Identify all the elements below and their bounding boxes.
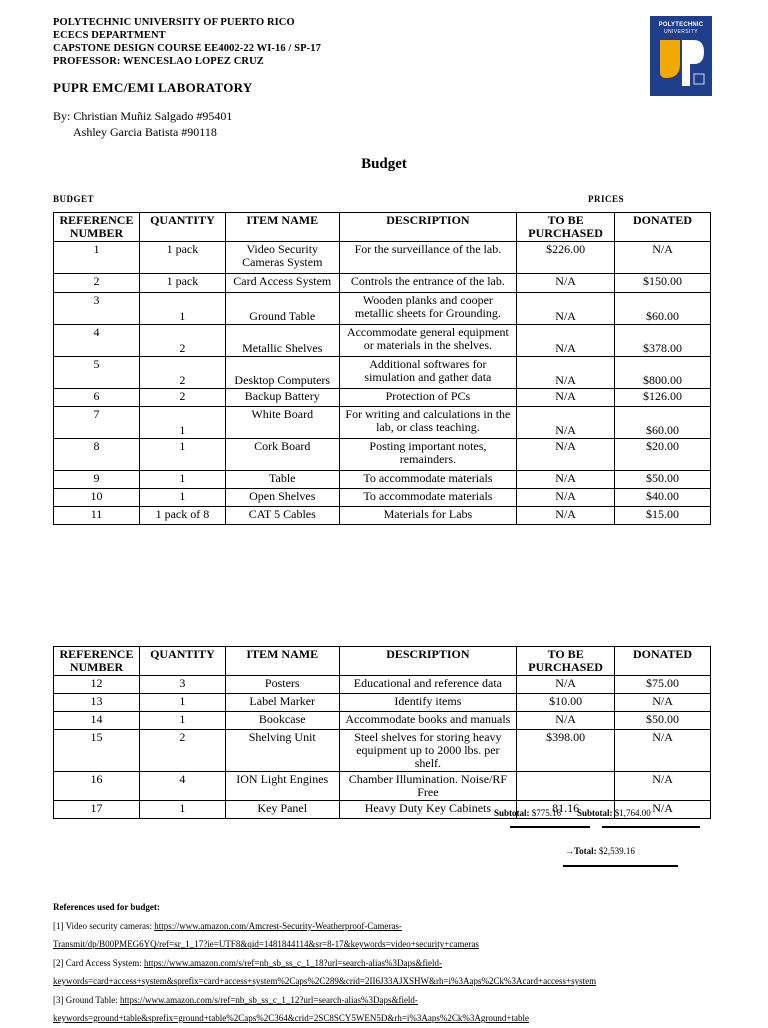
- cell-desc: Accommodate general equipment or materials in the shelves.: [339, 325, 517, 357]
- logo-text-line1: POLYTECHNIC: [658, 22, 704, 28]
- cell-donated: $15.00: [615, 507, 711, 525]
- cell-qty: 1: [139, 694, 225, 712]
- university-name: POLYTECHNIC UNIVERSITY OF PUERTO RICO: [53, 17, 295, 28]
- cell-buy: N/A: [517, 407, 615, 439]
- cell-buy: N/A: [517, 389, 615, 407]
- header-reference-number: REFERENCE NUMBER: [54, 647, 140, 676]
- logo-text-line2: UNIVERSITY: [663, 29, 698, 35]
- cell-donated: $40.00: [615, 489, 711, 507]
- cell-ref: 14: [54, 712, 140, 730]
- cell-item: Desktop Computers: [225, 357, 339, 389]
- reference-link[interactable]: https://www.amazon.com/s/ref=nb_sb_ss_c_1_18?url=search-alias%3Daps&field-: [143, 957, 442, 968]
- cell-buy: [517, 772, 615, 801]
- total-value: $2,539.16: [598, 846, 635, 856]
- prices-label: PRICES: [588, 194, 625, 204]
- subtotal-label: Subtotal:: [577, 808, 613, 818]
- header-item-name: ITEM NAME: [225, 213, 339, 242]
- cell-desc: For writing and calculations in the lab, or class teaching.: [339, 407, 517, 439]
- cell-donated: N/A: [615, 242, 711, 274]
- cell-item: ION Light Engines: [225, 772, 339, 801]
- subtotal-donated: [577, 808, 651, 818]
- cell-ref: 1: [54, 242, 140, 274]
- cell-ref: 10: [54, 489, 140, 507]
- table-row: [54, 489, 711, 507]
- cell-item: Posters: [225, 676, 339, 694]
- table-row: [54, 676, 711, 694]
- cell-donated: $50.00: [615, 471, 711, 489]
- page-title: Budget: [361, 156, 407, 172]
- reference-3-cont: [53, 1009, 733, 1028]
- cell-desc: Controls the entrance of the lab.: [339, 274, 517, 293]
- cell-donated: $126.00: [615, 389, 711, 407]
- cell-item: Key Panel: [225, 801, 339, 819]
- cell-desc: Materials for Labs: [339, 507, 517, 525]
- cell-ref: 13: [54, 694, 140, 712]
- cell-ref: 16: [54, 772, 140, 801]
- cell-item: Table: [225, 471, 339, 489]
- cell-desc: Posting important notes, remainders.: [339, 439, 517, 471]
- cell-donated: $75.00: [615, 676, 711, 694]
- header-donated: DONATED: [615, 213, 711, 242]
- cell-donated: N/A: [615, 730, 711, 772]
- total-label: Total:: [574, 846, 597, 856]
- header-quantity: QUANTITY: [139, 213, 225, 242]
- subtotal-underline: [510, 826, 590, 828]
- cell-item: Metallic Shelves: [225, 325, 339, 357]
- reference-label: [3] Ground Table:: [53, 994, 118, 1005]
- total: [565, 846, 635, 856]
- cell-item: Video Security Cameras System: [225, 242, 339, 274]
- table-row: [54, 242, 711, 274]
- subtotal-purchased: [494, 808, 561, 818]
- cell-buy: N/A: [517, 676, 615, 694]
- lab-title: PUPR EMC/EMI LABORATORY: [53, 80, 253, 95]
- cell-qty: 3: [139, 676, 225, 694]
- cell-donated: $60.00: [615, 293, 711, 325]
- cell-item: Cork Board: [225, 439, 339, 471]
- table-row: [54, 274, 711, 293]
- reference-link[interactable]: https://www.amazon.com/Amcrest-Security-Weatherproof-Cameras-: [154, 920, 402, 931]
- cell-qty: 1: [139, 712, 225, 730]
- arrow-right-icon: →: [565, 846, 574, 856]
- reference-2-cont: [53, 972, 733, 991]
- cell-donated: $50.00: [615, 712, 711, 730]
- table-row: [54, 712, 711, 730]
- cell-ref: 5: [54, 357, 140, 389]
- table-row: [54, 407, 711, 439]
- cell-qty: 1 pack: [139, 274, 225, 293]
- cell-buy: 81.16: [517, 801, 615, 819]
- cell-item: Card Access System: [225, 274, 339, 293]
- cell-item: CAT 5 Cables: [225, 507, 339, 525]
- author-line-1: By: Christian Muñiz Salgado #95401: [53, 109, 233, 123]
- cell-qty: 4: [139, 772, 225, 801]
- cell-qty: 1 pack of 8: [139, 507, 225, 525]
- cell-item: White Board: [225, 407, 339, 439]
- cell-donated: $378.00: [615, 325, 711, 357]
- table-header-row: [54, 647, 711, 676]
- cell-buy: $226.00: [517, 242, 615, 274]
- cell-donated: $20.00: [615, 439, 711, 471]
- header-donated: DONATED: [615, 647, 711, 676]
- table-row: [54, 507, 711, 525]
- header-to-be-purchased: TO BE PURCHASED: [517, 213, 615, 242]
- cell-desc: Chamber Illumination. Noise/RF Free: [339, 772, 517, 801]
- cell-donated: $60.00: [615, 407, 711, 439]
- cell-buy: N/A: [517, 357, 615, 389]
- cell-desc: Protection of PCs: [339, 389, 517, 407]
- reference-link[interactable]: https://www.amazon.com/s/ref=nb_sb_ss_c_1_12?url=search-alias%3Daps&field-: [119, 994, 418, 1005]
- subtotal-underline: [602, 826, 700, 828]
- cell-buy: N/A: [517, 439, 615, 471]
- authors: [53, 108, 232, 140]
- reference-label: [1] Video security cameras:: [53, 920, 153, 931]
- subtotal-label: Subtotal:: [494, 808, 530, 818]
- cell-donated: N/A: [615, 801, 711, 819]
- reference-label: [2] Card Access System:: [53, 957, 142, 968]
- cell-qty: 2: [139, 389, 225, 407]
- header-item-name: ITEM NAME: [225, 647, 339, 676]
- reference-1: [53, 917, 733, 936]
- university-logo: [650, 16, 712, 96]
- cell-item: Bookcase: [225, 712, 339, 730]
- cell-ref: 4: [54, 325, 140, 357]
- cell-qty: 2: [139, 730, 225, 772]
- cell-desc: Heavy Duty Key Cabinets: [339, 801, 517, 819]
- budget-label: BUDGET: [53, 194, 95, 204]
- cell-donated: $150.00: [615, 274, 711, 293]
- cell-ref: 17: [54, 801, 140, 819]
- cell-item: Backup Battery: [225, 389, 339, 407]
- header-description: DESCRIPTION: [339, 647, 517, 676]
- cell-donated: $800.00: [615, 357, 711, 389]
- reference-link[interactable]: keywords=ground+table&sprefix=ground+table%2Caps%2C364&crid=2SC8SCY5WEN5D&rh=i%3Aaps%2Ck%3Aground+table: [53, 1013, 529, 1023]
- table-row: [54, 325, 711, 357]
- table-row: [54, 730, 711, 772]
- cell-qty: 1: [139, 801, 225, 819]
- cell-ref: 2: [54, 274, 140, 293]
- cell-qty: 2: [139, 357, 225, 389]
- header-quantity: QUANTITY: [139, 647, 225, 676]
- subtotal-donated-value: $1,764.00: [614, 808, 651, 818]
- professor-name: PROFESSOR: WENCESLAO LOPEZ CRUZ: [53, 56, 264, 67]
- department-name: ECECS DEPARTMENT: [53, 30, 166, 41]
- cell-desc: Educational and reference data: [339, 676, 517, 694]
- cell-desc: Steel shelves for storing heavy equipment up to 2000 lbs. per shelf.: [339, 730, 517, 772]
- table-row: [54, 389, 711, 407]
- cell-qty: 2: [139, 325, 225, 357]
- cell-donated: N/A: [615, 694, 711, 712]
- cell-buy: $10.00: [517, 694, 615, 712]
- cell-desc: Wooden planks and cooper metallic sheets for Grounding.: [339, 293, 517, 325]
- table-row: [54, 694, 711, 712]
- header-to-be-purchased: TO BE PURCHASED: [517, 647, 615, 676]
- author-line-2: Ashley Garcia Batista #90118: [73, 125, 217, 139]
- table-row: [54, 293, 711, 325]
- header-reference-number: REFERENCE NUMBER: [54, 213, 140, 242]
- table-row: [54, 439, 711, 471]
- references-heading: References used for budget:: [53, 902, 160, 912]
- cell-desc: To accommodate materials: [339, 489, 517, 507]
- cell-desc: For the surveillance of the lab.: [339, 242, 517, 274]
- header-description: DESCRIPTION: [339, 213, 517, 242]
- cell-ref: 9: [54, 471, 140, 489]
- references-section: [53, 898, 733, 1028]
- cell-qty: 1 pack: [139, 242, 225, 274]
- cell-qty: 1: [139, 439, 225, 471]
- cell-item: Open Shelves: [225, 489, 339, 507]
- total-underline: [563, 865, 678, 867]
- budget-table-2: [53, 646, 711, 819]
- cell-desc: To accommodate materials: [339, 471, 517, 489]
- reference-2: [53, 954, 733, 973]
- cell-buy: $398.00: [517, 730, 615, 772]
- cell-ref: 15: [54, 730, 140, 772]
- cell-buy: N/A: [517, 712, 615, 730]
- cell-ref: 3: [54, 293, 140, 325]
- logo-emblem-icon: [650, 16, 712, 96]
- budget-table-1: [53, 212, 711, 525]
- subtotal-purchased-value: $775.16: [531, 808, 562, 818]
- cell-buy: N/A: [517, 489, 615, 507]
- cell-buy: N/A: [517, 274, 615, 293]
- cell-desc: Accommodate books and manuals: [339, 712, 517, 730]
- cell-item: Shelving Unit: [225, 730, 339, 772]
- reference-link[interactable]: keywords=card+access+system&sprefix=card+access+system%2Caps%2C289&crid=2II6J33AJXSHW&rh=i%3Aaps%2Ck%3Acard+access+system: [53, 976, 597, 986]
- cell-donated: N/A: [615, 772, 711, 801]
- document-header: [53, 16, 321, 68]
- cell-desc: Identify items: [339, 694, 517, 712]
- reference-1-cont: [53, 935, 733, 954]
- cell-buy: N/A: [517, 293, 615, 325]
- cell-qty: 1: [139, 407, 225, 439]
- cell-ref: 6: [54, 389, 140, 407]
- cell-qty: 1: [139, 471, 225, 489]
- cell-ref: 11: [54, 507, 140, 525]
- cell-desc: Additional softwares for simulation and gather data: [339, 357, 517, 389]
- table-header-row: [54, 213, 711, 242]
- cell-item: Ground Table: [225, 293, 339, 325]
- cell-qty: 1: [139, 489, 225, 507]
- cell-ref: 12: [54, 676, 140, 694]
- cell-buy: N/A: [517, 507, 615, 525]
- reference-3: [53, 991, 733, 1010]
- cell-buy: N/A: [517, 325, 615, 357]
- reference-link[interactable]: Transmit/dp/B00PMEG6YQ/ref=sr_1_17?ie=UTF8&qid=1481844114&sr=8-17&keywords=video+security+cameras: [53, 939, 479, 949]
- table-row: [54, 471, 711, 489]
- table-row: [54, 357, 711, 389]
- cell-ref: 8: [54, 439, 140, 471]
- cell-buy: N/A: [517, 471, 615, 489]
- course-name: CAPSTONE DESIGN COURSE EE4002-22 WI-16 / SP-17: [53, 43, 321, 54]
- cell-qty: 1: [139, 293, 225, 325]
- table-row: [54, 772, 711, 801]
- cell-item: Label Marker: [225, 694, 339, 712]
- cell-ref: 7: [54, 407, 140, 439]
